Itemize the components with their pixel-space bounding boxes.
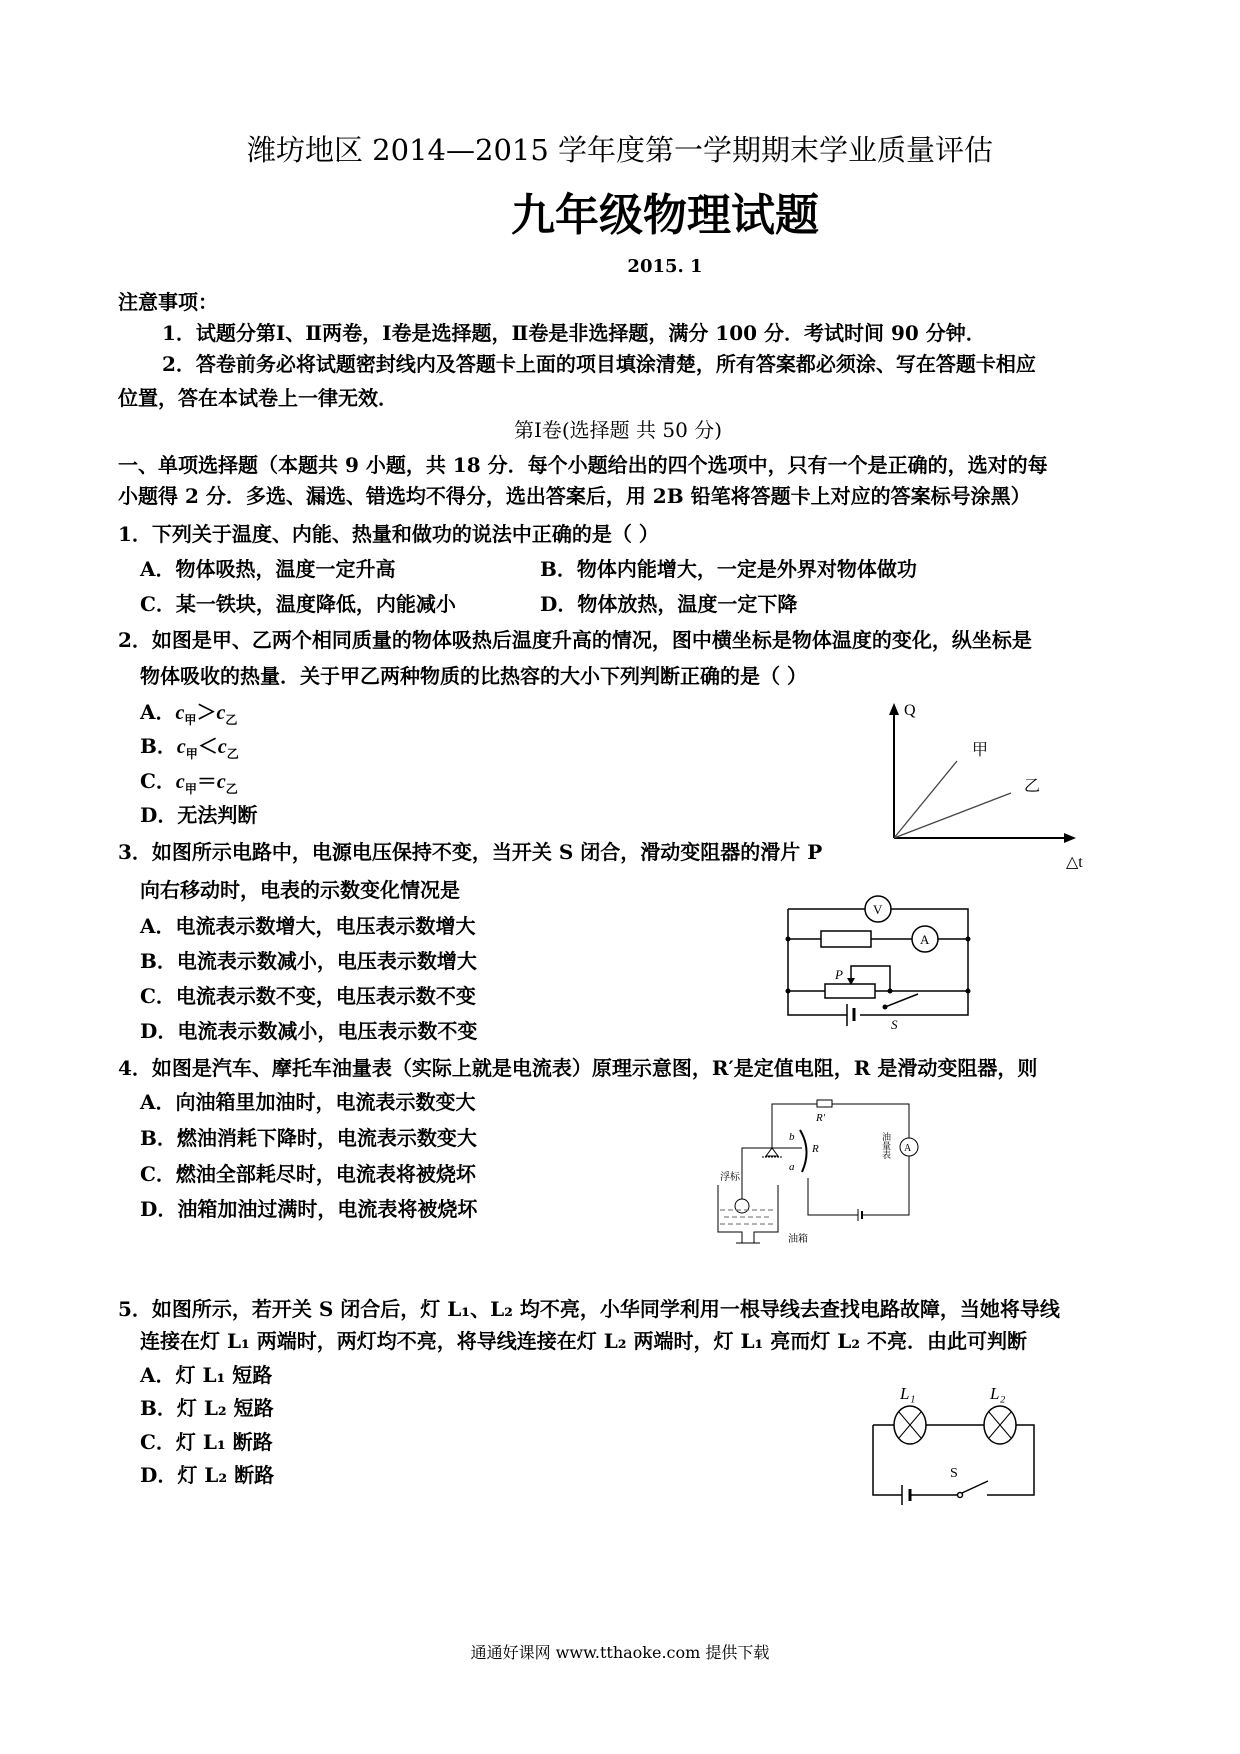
variable: c bbox=[216, 702, 226, 724]
question-1-option-a[interactable]: A．物体吸热，温度一定升高 bbox=[140, 557, 396, 581]
question-4-option-b[interactable]: B．燃油消耗下降时，电流表示数变大 bbox=[140, 1126, 477, 1150]
variable: c bbox=[217, 736, 227, 758]
option-label: C． bbox=[140, 769, 176, 793]
lamp-l2-label: L₂ bbox=[990, 1384, 1006, 1403]
exam-title: 九年级物理试题 bbox=[511, 190, 819, 241]
float-label: 浮标 bbox=[720, 1172, 740, 1183]
question-1-option-c[interactable]: C．某一铁块，温度降低，内能减小 bbox=[140, 592, 456, 616]
notice-item-2-cont: 位置，答在本试卷上一律无效． bbox=[118, 386, 398, 410]
notice-item-2: 2．答卷前务必将试题密封线内及答题卡上面的项目填涂清楚，所有答案都必须涂、写在答题卡相应 bbox=[162, 352, 1036, 376]
variable: c bbox=[176, 736, 186, 758]
question-2-stem: 2．如图是甲、乙两个相同质量的物体吸热后温度升高的情况，图中横坐标是物体温度的变化，纵坐标是 bbox=[118, 628, 1032, 652]
question-5-option-d[interactable]: D．灯 L₂ 断路 bbox=[140, 1463, 275, 1487]
notice-heading: 注意事项： bbox=[118, 290, 218, 314]
circuit-diagram-q3 bbox=[785, 895, 975, 1030]
subscript: 甲 bbox=[184, 782, 197, 796]
tank-label: 油箱 bbox=[788, 1234, 808, 1245]
fixed-resistor bbox=[821, 931, 871, 947]
series-jia-label: 甲 bbox=[972, 742, 989, 759]
question-5-option-b[interactable]: B．灯 L₂ 短路 bbox=[140, 1396, 274, 1420]
switch-label: S bbox=[950, 1466, 958, 1481]
rheostat-label: R bbox=[812, 1143, 819, 1155]
ammeter-label: A bbox=[904, 1143, 912, 1154]
subscript: 乙 bbox=[226, 747, 239, 761]
question-3-stem-cont: 向右移动时，电表的示数变化情况是 bbox=[140, 878, 460, 902]
ammeter-label: A bbox=[920, 932, 930, 947]
section-instructions: 一、单项选择题（本题共 9 小题，共 18 分．每个小题给出的四个选项中，只有一个是正确的，选对的每 bbox=[118, 453, 1048, 477]
subscript: 甲 bbox=[185, 747, 198, 761]
exam-header: 潍坊地区 2014—2015 学年度第一学期期末学业质量评估 bbox=[246, 133, 994, 167]
switch-contact bbox=[958, 1493, 963, 1498]
operator: ＞ bbox=[196, 700, 217, 724]
question-4-stem: 4．如图是汽车、摩托车油量表（实际上就是电流表）原理示意图，R′是定值电阻，R 是滑动变阻器，则 bbox=[118, 1056, 1038, 1080]
option-label: B． bbox=[140, 734, 177, 758]
question-4-option-d[interactable]: D．油箱加油过满时，电流表将被烧坏 bbox=[140, 1197, 478, 1221]
voltmeter-label: V bbox=[873, 902, 883, 917]
series-yi-line bbox=[894, 793, 1011, 838]
fuel-tank bbox=[718, 1185, 778, 1243]
question-1-stem: 1．下列关于温度、内能、热量和做功的说法中正确的是（ ） bbox=[118, 522, 659, 546]
section-instructions-cont: 小题得 2 分．多选、漏选、错选均不得分，选出答案后，用 2B 铅笔将答题卡上对应的答案标号涂黑） bbox=[118, 484, 1031, 508]
question-2-option-b[interactable] bbox=[140, 734, 239, 766]
question-5-stem-cont: 连接在灯 L₁ 两端时，两灯均不亮，将导线连接在灯 L₂ 两端时，灯 L₁ 亮而灯 L₂ 不亮．由此可判断 bbox=[140, 1329, 1027, 1353]
question-5-stem: 5．如图所示，若开关 S 闭合后，灯 L₁、L₂ 均不亮，小华同学利用一根导线去查找电路故障，当她将导线 bbox=[118, 1297, 1060, 1321]
series-yi-label: 乙 bbox=[1024, 778, 1041, 795]
question-5-option-c[interactable]: C．灯 L₁ 断路 bbox=[140, 1430, 273, 1454]
question-4-option-a[interactable]: A．向油箱里加油时，电流表示数变大 bbox=[140, 1090, 476, 1114]
rheostat-arc bbox=[800, 1130, 807, 1172]
fuel-gauge-label: 油量表 bbox=[881, 1132, 891, 1159]
fixed-resistor-label: R′ bbox=[816, 1112, 826, 1124]
question-3-stem: 3．如图所示电路中，电源电压保持不变，当开关 S 闭合，滑动变阻器的滑片 P bbox=[118, 840, 823, 864]
float bbox=[735, 1199, 749, 1213]
question-2-option-d[interactable]: D．无法判断 bbox=[140, 803, 258, 827]
question-1-option-d[interactable]: D．物体放热，温度一定下降 bbox=[540, 592, 798, 616]
subscript: 甲 bbox=[184, 713, 197, 727]
x-axis-arrow-icon bbox=[1064, 833, 1076, 843]
lamp-l1-label: L₁ bbox=[900, 1384, 916, 1403]
end-a-label: a bbox=[789, 1161, 795, 1173]
question-2-option-c[interactable] bbox=[140, 769, 238, 801]
question-5-option-a[interactable]: A．灯 L₁ 短路 bbox=[140, 1363, 273, 1387]
question-4-option-c[interactable]: C．燃油全部耗尽时，电流表将被烧坏 bbox=[140, 1162, 476, 1186]
page-footer: 通通好课网 www.tthaoke.com 提供下载 bbox=[470, 1643, 770, 1662]
question-3-option-d[interactable]: D．电流表示数减小，电压表示数不变 bbox=[140, 1019, 478, 1043]
operator: ＝ bbox=[196, 769, 217, 793]
option-label: A． bbox=[140, 700, 176, 724]
question-1-option-b[interactable]: B．物体内能增大，一定是外界对物体做功 bbox=[540, 557, 917, 581]
question-2-option-a[interactable] bbox=[140, 700, 237, 732]
question-2-stem-cont: 物体吸收的热量．关于甲乙两种物质的比热容的大小下列判断正确的是（ ） bbox=[140, 664, 807, 688]
variable: c bbox=[175, 771, 185, 793]
end-b-label: b bbox=[789, 1131, 795, 1143]
slider-label: P bbox=[835, 967, 843, 982]
section-title: 第Ⅰ卷(选择题 共 50 分) bbox=[513, 418, 723, 442]
x-axis-label: △t bbox=[1066, 854, 1083, 871]
subscript: 乙 bbox=[225, 782, 238, 796]
switch-label: S bbox=[891, 1017, 898, 1032]
variable: c bbox=[216, 771, 226, 793]
subscript: 乙 bbox=[225, 713, 238, 727]
question-3-option-c[interactable]: C．电流表示数不变，电压表示数不变 bbox=[140, 984, 476, 1008]
fixed-resistor bbox=[817, 1100, 832, 1107]
question-3-option-b[interactable]: B．电流表示数减小，电压表示数增大 bbox=[140, 949, 477, 973]
variable: c bbox=[175, 702, 185, 724]
notice-item-1: 1．试题分第Ⅰ、Ⅱ两卷，Ⅰ卷是选择题，Ⅱ卷是非选择题，满分 100 分．考试时间 90 分钟． bbox=[162, 321, 986, 345]
fuel-gauge-diagram bbox=[712, 1100, 932, 1250]
operator: ＜ bbox=[197, 734, 218, 758]
q-t-graph bbox=[880, 695, 1090, 875]
y-axis-label: Q bbox=[904, 702, 916, 719]
exam-date: 2015. 1 bbox=[627, 256, 703, 277]
circuit-diagram-q5 bbox=[870, 1385, 1055, 1510]
slide-rheostat bbox=[825, 984, 875, 998]
question-3-option-a[interactable]: A．电流表示数增大，电压表示数增大 bbox=[140, 914, 476, 938]
y-axis-arrow-icon bbox=[889, 703, 899, 715]
